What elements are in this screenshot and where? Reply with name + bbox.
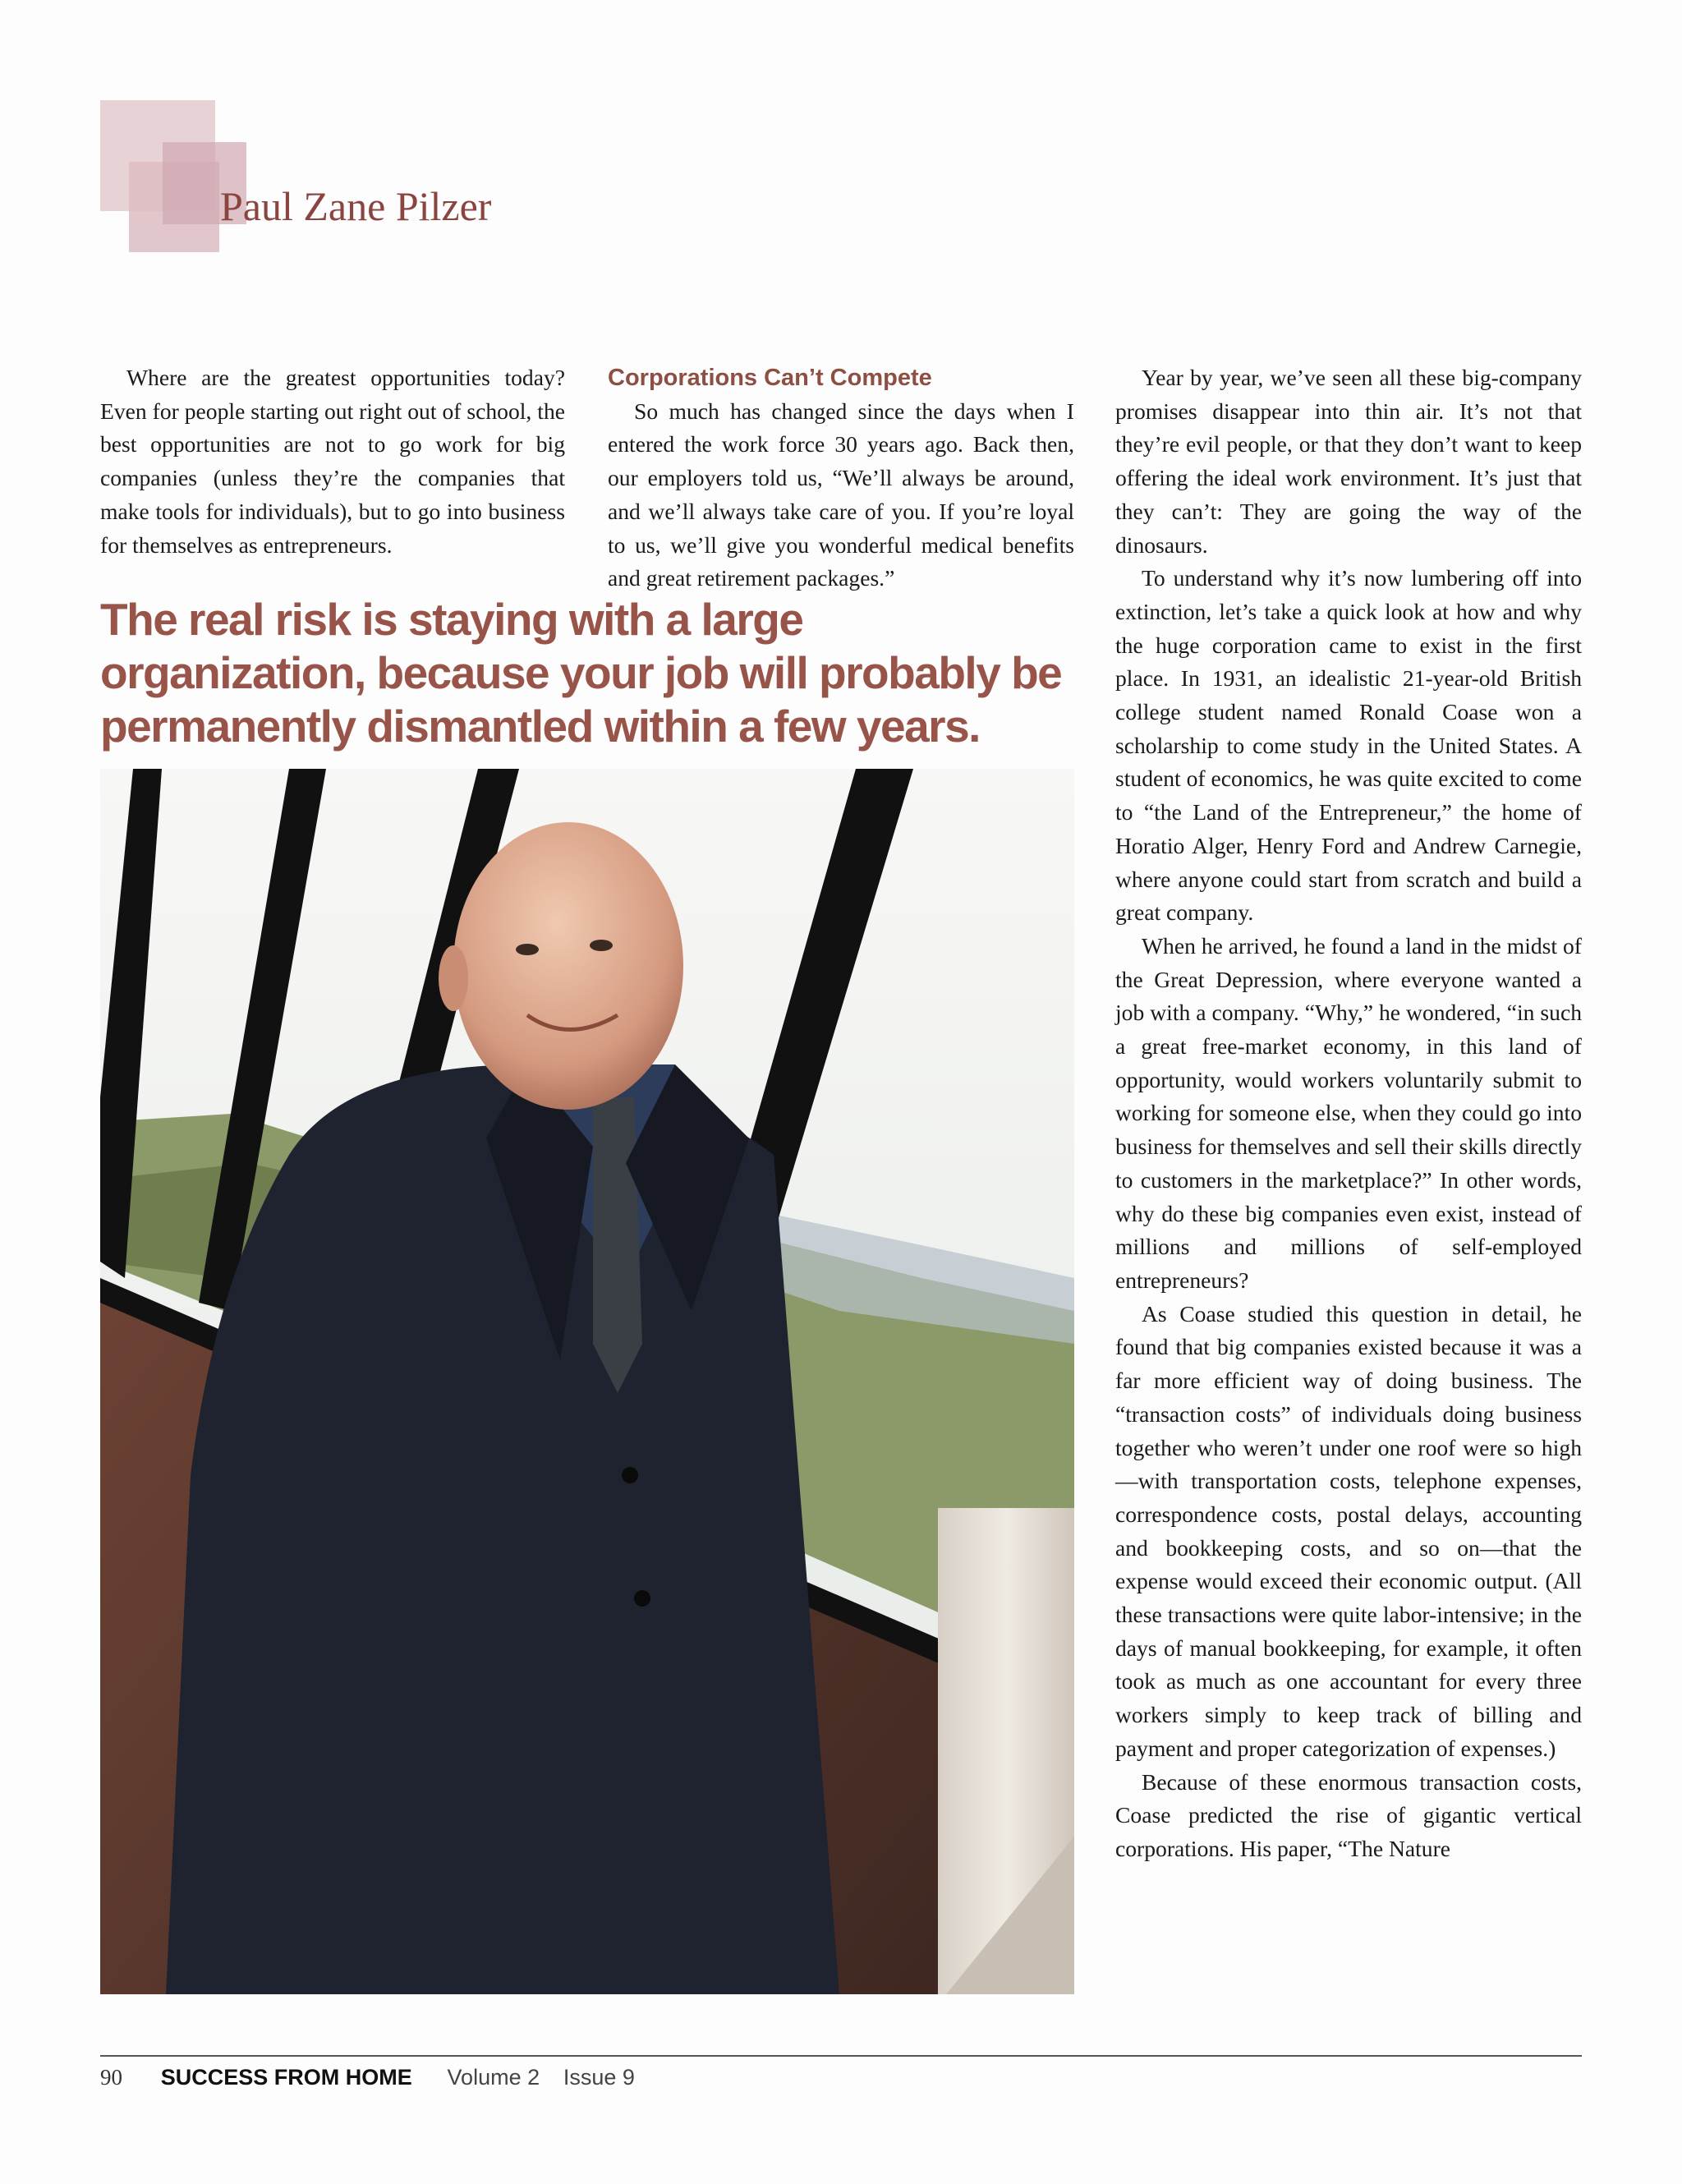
article-column-3 (1115, 361, 1582, 1866)
volume-label: Volume 2 (447, 2065, 540, 2090)
paragraph: Because of these enormous transaction costs, Coase predicted the rise of gigantic vertical corporations. His paper, “The Nature (1115, 1768, 1582, 1861)
paragraph: So much has changed since the days when I entered the work force 30 years ago. Back then, our employers told us, “We’ll always be around, and we’ll always take care of you. If you’re loyal to us, we’ll give you wonderful medical benefits and great retirement packages.” (608, 398, 1074, 591)
paragraph: Year by year, we’ve seen all these big-company promises disappear into thin air. It’s not that they’re evil people, or that they don’t want to keep offering the ideal work environment. It’s just that they can’t: They are going the way of the dinosaurs. (1115, 365, 1582, 558)
author-photo (100, 769, 1074, 1994)
paragraph: When he arrived, he found a land in the midst of the Great Depression, where everyone wanted a job with a company. “Why,” he wondered, “in such a great free-market economy, in this land of opportunity, would workers voluntarily submit to working for someone else, when they could go into business for themselves and sell their skills directly to customers in the marketplace?” In other words, why do these big companies even exist, instead of millions and millions of self-employed entrepreneurs? (1115, 932, 1582, 1293)
article-column-1 (100, 361, 565, 562)
issue-label: Issue 9 (563, 2065, 635, 2090)
paragraph: As Coase studied this question in detail, he found that big companies existed because it was a far more efficient way of doing business. The “transaction costs” of individuals doing business together who weren’t under one roof were so high—with transportation costs, telephone expenses, correspondence costs, postal delays, accounting and bookkeeping costs, and so on—that the expense would exceed their economic output. (All these transactions were quite labor-intensive; in the days of manual bookkeeping, for example, it often took as much as one accountant for every three workers simply to keep track of billing and payment and proper categorization of expenses.) (1115, 1300, 1582, 1761)
article-column-2 (608, 361, 1074, 595)
page-number: 90 (100, 2065, 122, 2090)
magazine-name: SUCCESS FROM HOME (160, 2065, 412, 2090)
author-name: Paul Zane Pilzer (220, 183, 492, 229)
paragraph: Where are the greatest opportunities today? Even for people starting out right out of school, the best opportunities are not to go work for big companies (unless they’re the companies that make tools for individuals), but to go into business for themselves as entrepreneurs. (100, 365, 565, 558)
section-heading: Corporations Can’t Compete (608, 365, 932, 391)
footer-divider (100, 2055, 1582, 2057)
paragraph: To understand why it’s now lumbering off into extinction, let’s take a quick look at how and why the huge corporation came to exist in the first place. In 1931, an idealistic 21-year-old British college student named Ronald Coase won a scholarship to come study in the United States. A student of economics, he was quite excited to come to “the Land of the Entrepreneur,” the home of Horatio Alger, Henry Ford and Andrew Carnegie, where anyone could start from scratch and build a great company. (1115, 565, 1582, 926)
pull-quote: The real risk is staying with a large organization, because your job will probably be permanently dismantled within a few years. (100, 594, 1062, 752)
page-footer (100, 2065, 653, 2090)
